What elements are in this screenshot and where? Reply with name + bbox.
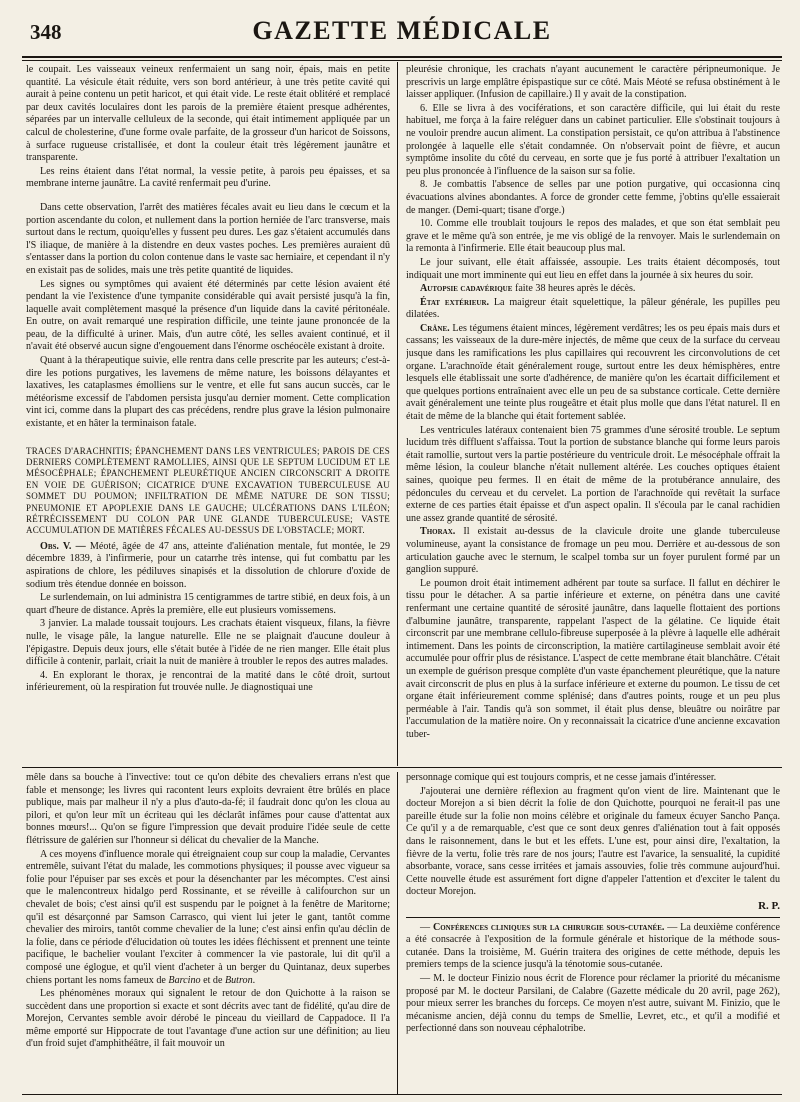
paragraph: Les ventricules latéraux contenaient bien 75 grammes d'une sérosité trouble. Le septum lucidum très diffluent s'affaissa. Tout la portion de substance blanche qui forme leurs parois était ramollie, surtout vers la partie postérieure du ventricule droit. Le mésocéphale offrait la même lésion, la couleur blanche n'était nullement altérée. Les couches optiques étaient saines, quoique peu fermes. Il en était de même de la protubérance annulaire, des pédoncules du cerveau et du cervelet. La portion de l'arachnoïde qui revêtait la surface externe de ces parties était épaisse et d'un aspect opalin. Il s'écoula par le canal rachidien une assez grande quantité de sérosité. — [406, 424, 780, 524]
observation-heading: TRACES D'ARACHNITIS; ÉPANCHEMENT DANS LES VENTRICULES; PAROIS DE CES DERNIERS COMPLÈTEMENT RAMOLLIES, AINSI QUE LE SEPTUM LUCIDUM ET LE MÉSOCÉPHALE; ÉPANCHEMENT PLEURÉTIQUE ANCIEN CIRCONSCRIT A DROITE EN VOIE DE GUÉRISON; CICATRICE D'UNE EXCAVATION TUBERCULEUSE AU SOMMET DU POUMON; INFILTRATION DE MÊME NATURE DE SON TISSU; PNEUMONIE ET APOPLEXIE DANS LE GAUCHE; ULCÉRATIONS DANS L'ILÉON; RÉTRÉCISSEMENT DU COLON PAR UNE GLANDE TUBERCULEUSE; VASTE ACCUMULATION DE MATIÈRES FÉCALES AU-DESSUS DE L'OBSTACLE; MORT. — [26, 445, 390, 536]
etat-lead: État extérieur. — [420, 296, 490, 308]
spacer — [26, 432, 390, 442]
signature: R. P. — [758, 899, 780, 912]
autopsie-text: faite 38 heures après le décès. — [514, 283, 636, 295]
item-separator — [406, 917, 780, 918]
dog-name: Barcino — [168, 974, 201, 986]
thorax-paragraph — [406, 526, 780, 576]
conference-paragraph: — Conférences cliniques sur la chirurgie sous-cutanée. — La deuxième conférence a été consacrée à l'exposition de la formule générale et historique de la méthode sous-cutanée. Dans la troisième, M. Guérin traitera des origines de cette méthode, depuis les premiers temps de la science jusqu'à la ténotomie sous-cutanée. — [406, 921, 780, 971]
observation-lead: Obs. V. — — [40, 540, 86, 552]
conference-lead: Conférences cliniques sur la chirurgie sous-cutanée. — [432, 921, 665, 933]
etat-paragraph — [406, 297, 780, 322]
paragraph: 4. En explorant le thorax, je rencontrai de la matité dans le côté droit, surtout inférieurement, où la respiration fut trouvée nulle. Je diagnostiquai une — [26, 669, 390, 694]
paragraph: 3 janvier. La malade toussait toujours. Les crachats étaient visqueux, filans, la fièvre nulle, le visage pâle, la langue naturelle. Elle ne se plaignait d'aucune douleur à l'épigastre. Depuis deux jours, elle s'était butée à l'idée de ne rien manger. Elle était plus difficile à contenir, parlait, criait la nuit de manière à troubler le repos des autres malades. — [26, 618, 390, 668]
paragraph: Le poumon droit était intimement adhérent par toute sa surface. Il fallut en déchirer le tissu pour le détacher. A sa partie inférieure et externe, on pénétra dans une cavité renfermant une certaine quantité de sérosité jaunâtre, dans laquelle flottaient des portions d'albumine jaunâtre, transparente, rappelant l'aspect de la gélatine. Ce liquide était circonscrit par une membrane cellulo-fibreuse superposée à la plèvre à laquelle elle adhérait intimement. Dans les points de circonscription, la matière cartilagineuse semblait avoir été accumulée pour offrir plus de résistance. L'aspect de cette membrane était blanchâtre. C'était un exemple de guérison presque complète d'un vaste épanchement pleurétique, que la nature avait circonscrit de plus en plus à la surface inférieure et externe du poumon. Le tissu de cet organe était inférieurement comme splénisé; dans d'autres points, rouge et un peu plus perméable à l'air. Tandis qu'à son sommet, il était plus dense, bleuâtre ou noirâtre par l'accumulation de la matière noire. On y reconnaissait la cicatrice d'une ancienne excavation tuber- — [406, 577, 780, 740]
observation-paragraph — [26, 541, 390, 591]
paragraph-text: A ces moyens d'influence morale qui étreignaient coup sur coup la maladie, Cervantes entremêle, suivant l'état du malade, les commotions physiques; il pousse avec vigueur sa folie pour l'épuiser par ses excès et pour la désenchanter par les mécomptes. C'est ainsi que le malencontreux hidalgo perd Rossinante, et se réveille à califourchon sur un chevalet de bois; c'est ainsi qu'il est suspendu par le poignet à la fenêtre de Maritorne; qu'il est désarçonné par Samson Carrasco, qui vient lui jeter le gant, tantôt comme chevalier des miroirs, tantôt comme chevalier de la lune; c'est ainsi enfin qu'au déclin de la folie, dans ce période d'élucidation où toutes les idées fléchissent et prennent une teinte pacifique, le bachelier voulant l'exciter à commencer la vie pastorale, lui dit qu'il a composé une églogue, et qu'il vient d'acheter à un berger du Quintanaz, deux superbes chiens portant les noms fameux de — [26, 848, 390, 986]
bottom-right-column — [406, 772, 780, 1092]
section-divider — [22, 767, 782, 768]
top-left-column — [26, 64, 390, 766]
paragraph: Les signes ou symptômes qui avaient été déterminés par cette lésion avaient été pendant la vie l'existence d'une tympanite considérable qui avait persisté jusqu'à la fin, laquelle avait complètement masqué la présence d'un liquide dans la cavité péritonéale. En outre, on avait remarqué une respiration difficile, une teinte jaune prononcée de la peau, de la difficulté à uriner. Mais, d'un autre côté, les selles avaient continué, et il n'avait été observé aucun signe d'engouement dans l'énorme oschéocèle existant à droite. — [26, 278, 390, 353]
paragraph: Le jour suivant, elle était affaissée, assoupie. Les traits étaient décomposés, tout indiquait une mort imminente qui eut lieu en effet dans la journée à six heures du soir. — [406, 256, 780, 281]
paragraph: Le surlendemain, on lui administra 15 centigrammes de tartre stibié, en deux fois, à un quart d'heure de distance. Après la première, elle eut plusieurs vomissemens. — [26, 592, 390, 616]
bottom-rule — [22, 1094, 782, 1095]
paragraph: Les phénomènes moraux qui signalent le retour de don Quichotte à la raison se succèdent dans une proportion si exacte et sont décrits avec tant de fidélité, qu'au dire de Morejon, Cervantes semble avoir dérobé le pinceau du vieillard de Cappadoce. Il l'a même emporté sur Hippocrate de tout l'avantage d'une action sur une définition; au lieu d'un froid sujet d'amphithéâtre, il fait mouvoir un — [26, 988, 390, 1050]
etat-text: La maigreur était squelettique, la pâleur générale, les pupilles peu dilatées. — [406, 296, 780, 321]
column-divider-bottom — [397, 772, 398, 1094]
paragraph: J'ajouterai une dernière réflexion au fragment qu'on vient de lire. Maintenant que le docteur Morejon a si bien décrit la folie de don Quichotte, pourquoi ne ferait-il pas une pareille étude sur la folie non moins célèbre et originale du fameux écuyer Sancho Pança. Ce qu'il y a de remarquable, c'est que ce sont deux genres d'aliénation tout à fait opposés dans le raisonnement, dans le but et les effets. L'une est, pour ainsi dire, l'exaltation, la fièvre de la vertu, folie très rare de nos jours; l'autre est l'avarice, la sensualité, la cupidité absorbante, vorace, sans cesse irritées et jamais assouvies, folie très commune aujourd'hui. Cette nouvelle étude est assurément fort digne d'appeler l'attention et d'exciter le talent du docteur Morejon. — [406, 785, 780, 898]
crane-lead: Crâne. — [420, 322, 450, 334]
top-right-column — [406, 64, 780, 766]
paragraph: mêle dans sa bouche à l'invective: tout ce qu'on débite des chevaliers errans n'est que fable et mensonge; les livres qui racontent leurs exploits devraient être brûlés en place publique, mais par malheur il n'y a plus d'auto-da-fé; il faudrait donc qu'on les cloua au pilori, et qu'on leur mît un écriteau qui les déclarât infâmes pour cause d'attentat aux bonnes mœurs!... Qu'on se figure l'impression que devait produire l'idée seule de cette flétrissure de galérien sur l'honneur si délicat du chevalier de la Manche. — [26, 772, 390, 846]
paragraph: le coupait. Les vaisseaux veineux renfermaient un sang noir, épais, mais en petite quantité. La vésicule était réduite, vers son bord antérieur, à une très petite cavité qui aurait à peine contenu un petit haricot, et qui était vide. Le reste était oblitéré et remplacé par deux cavités loculaires dont les parois de la première étaient presque adhérentes, séparées par un intervalle celluleux de la seconde, qui était intimement appliquée par un calcul de cholesterine, d'une forme ovale parfaite, de la grosseur d'un haricot de Soissons, à surface rugueuse cristallisée, et dont la couleur était très légèrement jaunâtre et transparente. — [26, 64, 390, 164]
conjunction: et de — [203, 974, 223, 986]
paragraph: personnage comique qui est toujours compris, et ne cesse jamais d'intéresser. — [406, 772, 717, 783]
crane-paragraph — [406, 323, 780, 424]
header-rule — [22, 56, 782, 61]
page-title: GAZETTE MÉDICALE — [252, 16, 552, 45]
dog-name: Butron — [224, 974, 253, 986]
observation-text: Méoté, âgée de 47 ans, atteinte d'aliénation mentale, fut montée, le 29 décembre 1839, à l'infirmerie, pour un catarrhe très intense, qui fut combattu par les aspirations de chlore, les pédiluves sinapisés et la dissolution de chlorure d'oxide de sodium très étendue donnée en boisson. — [26, 540, 390, 590]
thorax-text: Il existait au-dessus de la clavicule droite une glande tuberculeuse volumineuse, ayant la consistance de fromage un peu mou. Derrière et au-dessous de son articulation gauche avec le sternum, le scalpel tomba sur un foyer purulent formé par un ganglion suppuré. — [406, 526, 780, 576]
dogs-paragraph: A ces moyens d'influence morale qui étreignaient coup sur coup la maladie, Cervantes entremêle, suivant l'état du malade, les commotions physiques; il pousse avec vigueur sa folie pour l'épuiser par ses excès et pour la désenchanter par les mécomptes. C'est ainsi que le malencontreux hidalgo perd Rossinante, et se réveille à califourchon sur un chevalet de bois; c'est ainsi qu'il est suspendu par le poignet à la fenêtre de Maritorne; qu'il est désarçonné par Samson Carrasco, qui vient lui jeter le gant, tantôt comme chevalier des miroirs, tantôt comme chevalier de la lune; c'est ainsi enfin qu'au déclin de la folie, dans ce période d'élucidation où toutes les idées fléchissent et prennent une teinte pacifique, le bachelier voulant l'exciter à commencer la vie pastorale, lui dit qu'il a composé une églogue, et qu'il vient d'acheter à un berger du Quintanaz, deux superbes chiens portant les noms fameux de Barcino et de Butron. — [26, 848, 390, 986]
page-header — [22, 14, 782, 58]
crane-text: Les tégumens étaient minces, légèrement verdâtres; les os peu épais mais durs et cassans; les vaisseaux de la dure-mère injectés, de même que ceux de la surface du cerveau jusque dans les ramifications les plus capillaires qui recouvrent les circonvolutions de cet organe. L'arachnoïde était généralement rouge, surtout entre les deux hémisphères, entre lesquels elle établissait une sorte d'adhérence, de manière qu'on les écartait difficilement et que quelques portions entraînaient avec elle un peu de sa substance corticale. Cette dernière avait généralement une teinte plus rougeâtre et était plus molle que dans l'état naturel. Il en était de même de la blanche qui était fortement sablée. — [406, 322, 780, 423]
paragraph: Quant à la thérapeutique suivie, elle rentra dans celle prescrite par les auteurs; c'est-à-dire les potions purgatives, les lavemens de même nature, les boissons délayantes et laxatives, les cataplasmes émolliens sur le ventre, et elle fut sans aucun succès, car le météorisme excessif de l'abdomen persista jusqu'au dernier moment. Cette complication vint ici, comme dans la plupart des cas précédens, rendre plus grave la lésion pulmonaire existante, et en hâter la terminaison fatale. — [26, 355, 390, 430]
conference-text: La deuxième conférence a été consacrée à l'exposition de la formule générale et historique de la méthode sous-cutanée. Dans la troisième, M. Guérin traitera des origines de cette méthode, depuis les premiers temps de la science jusqu'à la ténotomie sous-cutanée. — [406, 921, 780, 971]
bottom-left-column — [26, 772, 390, 1092]
thorax-lead: Thorax. — [420, 526, 456, 538]
column-divider-top — [397, 62, 398, 766]
finizio-paragraph: — M. le docteur Finizio nous écrit de Florence pour réclamer la priorité du mécanisme proposé par M. le docteur Parsilani, de Calabre (Gazette médicale du 20 avril, page 262), pour mieux serrer les branches du forceps. Ce moyen n'est autre, suivant M. Finizio, que le mécanisme ancien, déjà connu du temps de Smellie, Levret, etc., et qu'il a modifié et perfectionné dans son nouveau céphalotribe. — [406, 972, 780, 1035]
spacer — [26, 192, 390, 202]
paragraph: pleurésie chronique, les crachats n'ayant aucunement le caractère péripneumonique. Je prescrivis un large emplâtre épispastique sur ce côté. Mais Méoté se refusa obstinément à le laisser appliquer. (Infusion de capillaire.) Il y avait de la constipation. — [406, 64, 780, 101]
autopsie-paragraph — [406, 283, 780, 296]
finizio-text: M. le docteur Finizio nous écrit de Florence pour réclamer la priorité du mécanisme proposé par M. le docteur Parsilani, de Calabre (Gazette médicale du 20 avril, page 262), pour mieux serrer les branches du forceps. Ce moyen n'est autre, suivant M. Finizio, que le mécanisme ancien, déjà connu du temps de Smellie, Levret, etc., et qu'il a modifié et perfectionné dans son nouveau céphalotribe. — [406, 972, 780, 1035]
paragraph: 8. Je combattis l'absence de selles par une potion purgative, qui occasionna cinq évacuations alvines abondantes. A force de gronder cette femme, j'obtins qu'elle essaierait de manger. (Demi-quart; tisane d'orge.) — [406, 179, 780, 216]
paragraph: Dans cette observation, l'arrêt des matières fécales avait eu lieu dans le cœcum et la portion ascendante du colon, et nullement dans la portion herniée de l'arc transverse, mais surtout dans le rectum, quoiqu'elles y fussent peu dures. Les gaz s'étaient accumulés dans l'S iliaque, de manière à la distendre en deux vastes poches. Les premières auraient dû s'entasser dans la portion du colon contenue dans le vaste sac herniaire, et cependant il n'y en existait pas de solides, mais une très petite quantité de liquides. — [26, 201, 390, 276]
autopsie-lead: Autopsie cadavérique — [420, 283, 513, 295]
paragraph: 10. Comme elle troublait toujours le repos des malades, et que son état semblait peu grave et le même qu'à son entrée, je me vis obligé de la renvoyer. Mais le surlendemain on la remonta à l'infirmerie. Elle était beaucoup plus mal. — [406, 218, 780, 255]
paragraph: Les reins étaient dans l'état normal, la vessie petite, à parois peu épaisses, et sa membrane interne jaunâtre. La cavité renfermait peu d'urine. — [26, 165, 390, 190]
page-number: 348 — [30, 20, 62, 44]
paragraph: 6. Elle se livra à des vociférations, et son caractère difficile, qui lui était du reste habituel, me força à la faire reléguer dans un cabinet particulier. Elle s'obstinait toujours à ne vouloir prendre aucun aliment. La constipation persistait, ce qu'on attribua à l'abstinence prolongée à laquelle elle s'était condamnée. On n'observait point de fièvre, et aucun symptôme insolite du côté du cerveau, en sorte que je fus porté à attribuer l'exaltation un peu plus prononcée à l'influence de la saison sur sa folie. — [406, 102, 780, 177]
